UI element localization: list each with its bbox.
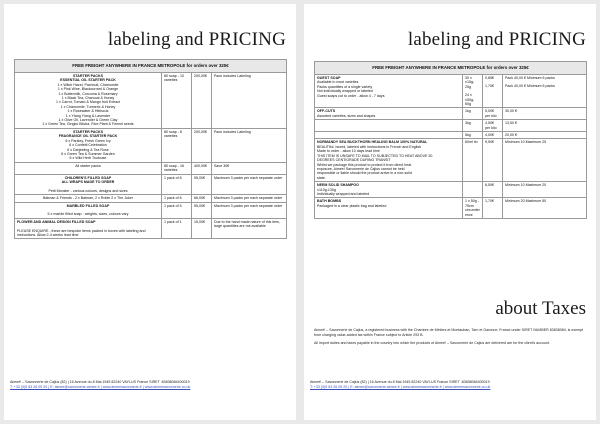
item-description	[315, 132, 463, 139]
taxes-text	[314, 328, 586, 350]
item-description-line: BEAUTiful, boxed, labeled with instructions in French and English	[317, 144, 422, 149]
item-description-line: 1 x Chamomile, Turmeric & Honey	[60, 104, 116, 109]
item-description-line: 6 x Wild Herb Toulouse	[69, 156, 107, 161]
item-description-line: exposure, Aimee! Savonnerie de Cajius cannot be held	[317, 166, 405, 171]
footer-contact[interactable]: T: +33 (0)5 63 26 09 20 | E: aimee@savonnerie-aimee.fr | www.aimeesavonnerie.fr | www.aimeesavonnerie.co.uk	[310, 384, 491, 389]
table-row	[15, 202, 287, 218]
item-description-line: Petit Monster - various colours, designs and sizes	[48, 188, 128, 193]
quantity-cell	[463, 75, 483, 108]
item-heading: MARBLED FILLED SOAP	[66, 203, 110, 208]
item-description-line: Assorted varieties, sizes and shapes	[317, 113, 376, 118]
item-description	[15, 162, 162, 174]
item-description-line	[317, 133, 460, 137]
item-description-line: 6 x Parsley, Fresh Green Ivy	[65, 138, 111, 143]
notes-cell: 20,00 €	[503, 132, 587, 139]
item-heading: GUEST SOAP	[317, 76, 341, 80]
notes-cell	[503, 75, 587, 108]
notes-cell: Minimum 20 Maximum 50	[503, 198, 587, 219]
item-description-line: All starter packs	[75, 163, 101, 168]
table-row	[15, 73, 287, 129]
item-description-line: 1 x Olive Oil, Lavender & Green Clay	[58, 118, 118, 123]
item-description-line: 1 x Witch Hazel, Pachouli, Chamomile	[57, 82, 119, 87]
quantity-cell: 60ml tin	[463, 139, 483, 182]
price-cell: 5,00€ per kilo	[483, 108, 503, 120]
quantity-cell: 80 soap - 16 varieties	[162, 162, 192, 174]
footer-address: Aimeé! – Savonnerie de Cajius (82) | 16 Avenue du 8 Mai 1945 82240 VAYLUS France SIRET :83838084400019	[10, 380, 190, 384]
table-row	[315, 198, 587, 219]
quantity-cell: 1 pack of 1	[162, 218, 192, 239]
price-cell: 4,50€ per kilo	[483, 120, 503, 132]
item-description-line: 1 x Ylang Ylang & Lavender	[65, 113, 111, 118]
notes-cell: Maximum 3 packs per each separate order	[212, 174, 287, 195]
free-freight-banner: FREE FREIGHT ANYWHERE IN FRANCE METROPOLE for orders over 325€	[315, 62, 587, 75]
item-heading: OFF-CUTS	[317, 109, 336, 114]
notes-cell: Pack includes Labeling	[212, 73, 287, 129]
item-heading: STARTER PACKS	[72, 129, 103, 134]
price-cell	[483, 75, 503, 108]
item-heading: NORMANDY SEA BUCKTHORN HEALING BALM 100% NATURAL	[317, 140, 428, 145]
item-description-line: Packs quantities of a single variety	[317, 84, 373, 89]
item-heading: FRAGRANCE OIL STARTER PACK	[58, 134, 118, 139]
item-heading: CHILDREN'S FILLED SOAP	[64, 175, 112, 180]
item-description	[15, 73, 162, 129]
table-row	[315, 75, 587, 108]
notes-cell: 30,00 €	[503, 108, 587, 120]
price-cell: 200,00€	[192, 73, 212, 129]
item-description	[315, 120, 463, 132]
item-description-line: Individually wrapped and labeled	[317, 191, 370, 196]
item-description-line: PLEASE ENQUIRE - these are bespoke items packed in boxes with labeling and instructions. Allow 2-4 weeks lead time	[17, 228, 146, 237]
item-description	[15, 195, 162, 202]
item-description-line: THIS ITEM IS UNSAFE TO MAIL TO SUBJECTED TO HEAT ABOVE 30	[317, 153, 433, 158]
item-description-line	[317, 121, 460, 125]
table-row	[315, 182, 587, 198]
quantity-cell	[463, 182, 483, 198]
item-description	[15, 174, 162, 195]
item-description-line: Guest soaps cut to order - allow 4 - 7 days	[317, 93, 385, 98]
table-body	[315, 75, 587, 219]
price-cell: 200,00€	[192, 128, 212, 162]
price-cell: 9,50€	[483, 139, 503, 182]
notes-cell: Maximum 3 packs per each separate order	[212, 202, 287, 218]
quantity-cell: 5kg	[463, 132, 483, 139]
table-row	[315, 108, 587, 120]
item-description-line: 1 x Rosewater & Hibiscus	[67, 109, 109, 114]
taxes-paragraph: All import duties and taxes payable in the country into which the products of Aimeé! – Savonnerie de Cajius are delivered are for the client's account.	[314, 341, 550, 346]
quantity-cell: 1 pack of 6	[162, 174, 192, 195]
notes-cell: Pack includes Labeling	[212, 128, 287, 162]
footer-address: Aimeé! – Savonnerie de Cajius (82) | 16 Avenue du 8 Mai 1945 82240 VAYLUS France SIRET :83838084400019	[310, 380, 490, 384]
item-heading: STARTER PACKS	[72, 74, 103, 78]
item-description	[15, 128, 162, 162]
footer-contact[interactable]: T: +33 (0)5 63 26 09 20 | E: aimee@savonnerie-aimee.fr | www.aimeesavonnerie.fr | www.aimeesavonnerie.co.uk	[10, 384, 191, 389]
price-cell: 1,70€	[483, 198, 503, 219]
quantity-cell: 1 pack of 5	[162, 202, 192, 218]
price-cell: 66,00€	[192, 195, 212, 202]
item-description-line: Packaged in a clear plastic bag and labeled	[317, 203, 387, 208]
price-cell: 400,00€	[192, 162, 212, 174]
item-description-line: Not individually wrapped or labeled	[317, 89, 373, 94]
item-description	[315, 75, 463, 108]
item-description-line: 1 x Black Tea, Charcoal & Honey	[61, 96, 115, 101]
price-cell: 4,00€	[483, 132, 503, 139]
cell-line: Pack 40,00 € Minimum 6 packs	[505, 84, 555, 89]
item-description-line: ±110g-130g	[317, 187, 336, 192]
item-heading: ALL WRAPS MADE TO ORDER	[61, 179, 115, 184]
notes-cell: Minimum 10 Maximum 20	[503, 182, 587, 198]
table-row	[15, 218, 287, 239]
notes-cell: Minimum 10 Maximum 25	[503, 139, 587, 182]
item-heading: FLOWER AND ANIMAL DESIGN FILLED SOAP	[17, 219, 96, 224]
item-description	[15, 202, 162, 218]
item-description-line: Available in most varieties	[317, 80, 359, 85]
item-description-line: Made to order - allow 10 days lead time	[317, 149, 380, 154]
taxes-paragraph: Aimeé! – Savonnerie de Cajius, a registered business with the Chambre de Métiers et Montauban, Tarn et Garonne, France under SIRET NUMBER 83838084, is exempt from charging value-added tax within France subject to Article 293 B.	[314, 328, 584, 337]
table-row	[315, 139, 587, 182]
free-freight-banner: FREE FREIGHT ANYWHERE IN FRANCE METROPOLE for orders over 325€	[15, 60, 287, 73]
item-description	[315, 139, 463, 182]
page-footer	[310, 380, 590, 389]
item-description-line: 1 x Carrot, Tomato & Mango fruit Extract	[55, 100, 121, 105]
table-body	[15, 73, 287, 239]
page-title: labeling and PRICING	[407, 29, 586, 50]
taxes-heading: about Taxes	[495, 298, 586, 319]
page-footer	[10, 380, 290, 389]
table-row	[315, 120, 587, 132]
quantity-cell: 1 pack of 6	[162, 195, 192, 202]
item-description-line: 6 x Darjeeling & Tea Rose	[67, 147, 109, 152]
quantity-cell: 80 soap - 10 varieties	[162, 73, 192, 129]
item-description-line: Whilst we package this product to protect it from direct heat	[317, 162, 412, 167]
item-description-line: responsible or liable should the product arrive in a non-solid	[317, 171, 412, 176]
price-cell: 55,00€	[192, 174, 212, 195]
table-row	[15, 195, 287, 202]
right-page	[304, 4, 596, 420]
price-cell: 15,00€	[192, 218, 212, 239]
item-description-line: Batman & Friends - 2 x Batman, 2 x Robin 2 x The Joker	[42, 196, 134, 201]
cell-line: 0,85€	[485, 76, 494, 80]
left-page	[4, 4, 296, 420]
table-header-row	[315, 62, 587, 75]
pricing-table	[314, 61, 587, 219]
table-header-row	[15, 60, 287, 73]
notes-cell: 13,50 €	[503, 120, 587, 132]
item-description	[15, 218, 162, 239]
item-description-line: 6 x Green Tea & Summer Garden	[61, 151, 115, 156]
table-row	[15, 162, 287, 174]
cell-line: 1,70€	[485, 84, 494, 89]
quantity-cell: 1kg	[463, 108, 483, 120]
pricing-table	[14, 59, 287, 239]
item-description	[315, 198, 463, 219]
item-description-line: 1 x Buttermilk, Curcuma & Rosemary	[58, 91, 118, 96]
page-title: labeling and PRICING	[107, 29, 286, 50]
item-description-line: DEGREES CENTIGRADE DURING TRANSIT	[317, 158, 391, 163]
table-row	[15, 128, 287, 162]
item-heading: ESSENTIAL OIL STARTER PACK	[60, 78, 116, 83]
price-cell: 6,50€	[483, 182, 503, 198]
cell-line: 30 x ±15g-25g	[465, 76, 475, 89]
notes-cell: Due to the hand made nature of this item, large quantities are not available	[212, 218, 287, 239]
item-description-line: 1 x Green Tea, Gingko Biloba, Rice Plant & Fennel seeds	[42, 122, 134, 127]
item-description	[315, 108, 463, 120]
notes-cell: Save 30€	[212, 162, 287, 174]
cell-line: 24 x ±50g-60g	[465, 93, 475, 107]
notes-cell: Maximum 3 packs per each separate order	[212, 195, 287, 202]
quantity-cell: 80 soap - 6 varieties	[162, 128, 192, 162]
cell-line: Pack 40,00 € Minimum 6 packs	[505, 76, 555, 80]
item-description-line: state.	[317, 175, 326, 180]
table-row	[315, 132, 587, 139]
item-heading: BATH BOMBS	[317, 199, 342, 204]
item-description-line: 6 x Confetti Celebration	[69, 143, 107, 148]
quantity-cell: 3kg	[463, 120, 483, 132]
item-description	[315, 182, 463, 198]
quantity-cell: 1 x 50g - 75cm circumference	[463, 198, 483, 219]
item-description-line: 1 x Pink Wine, Blackcurrant & Orange	[57, 87, 119, 92]
table-row	[15, 174, 287, 195]
price-cell: 55,00€	[192, 202, 212, 218]
item-heading: NEEM SOLID SHAMPOO	[317, 183, 359, 188]
item-description-line: 5 x marble filled soap - weights, sizes, colours vary	[47, 212, 129, 217]
